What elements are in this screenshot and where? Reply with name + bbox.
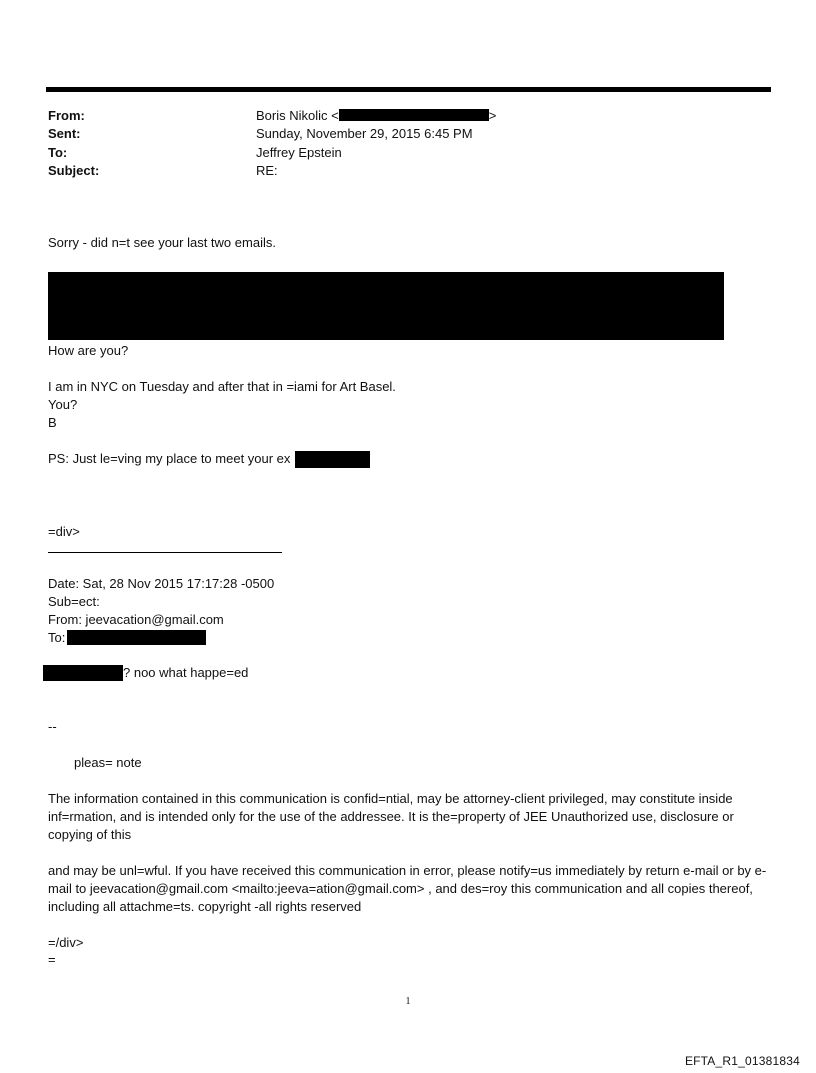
redaction-box [67, 630, 206, 645]
body-line: I am in NYC on Tuesday and after that in =iami for Art Basel. [48, 379, 396, 394]
signature-dashes: -- [48, 719, 57, 734]
redaction-box [339, 109, 489, 121]
to-value: Jeffrey Epstein [256, 145, 342, 160]
page-number: 1 [405, 996, 411, 1007]
body-line: = [48, 952, 56, 967]
redaction-box [48, 272, 724, 340]
quoted-subject: Sub=ect: [48, 594, 100, 609]
from-value [256, 107, 496, 125]
document-id: EFTA_R1_01381834 [684, 1054, 800, 1068]
quote-separator [48, 552, 282, 553]
from-close: > [488, 108, 497, 123]
quoted-message: ? noo what happe=ed [123, 665, 249, 680]
body-line: =/div> [48, 935, 84, 950]
sent-value: Sunday, November 29, 2015 6:45 PM [256, 126, 473, 141]
quoted-to: To: [48, 630, 66, 645]
notice-heading: pleas= note [74, 755, 142, 770]
unlawful-paragraph: and may be unl=wful. If you have received this communication in error, please notify=us immediately by return e-mail or by e-mail to jeevacation@gmail.com <mailto:jeeva=ation@gmail.com> , and des=roy this communication and all copies thereof, including all attachme=ts. copyright -all rights reserved [48, 863, 767, 914]
subject-value: RE: [256, 163, 278, 178]
body-line: =div> [48, 524, 80, 539]
to-label: To: [48, 145, 68, 160]
body-line: How are you? [48, 343, 129, 358]
body-line: You? [48, 397, 78, 412]
redaction-box [43, 665, 123, 681]
confidentiality-paragraph: The information contained in this communication is confid=ntial, may be attorney-client privileged, may constitute inside inf=rmation, and is intended only for the use of the addressee. It is the=property of JEE Unauthorized use, disclosure or copying of this [48, 791, 734, 842]
quoted-from: From: jeevacation@gmail.com [48, 612, 224, 627]
header-rule [46, 87, 771, 92]
body-line: PS: Just le=ving my place to meet your ex [48, 451, 291, 466]
subject-label: Subject: [48, 163, 100, 178]
quoted-date: Date: Sat, 28 Nov 2015 17:17:28 -0500 [48, 576, 275, 591]
redaction-box [295, 451, 370, 468]
body-line: Sorry - did n=t see your last two emails. [48, 235, 276, 250]
sent-label: Sent: [48, 126, 81, 141]
from-name: Boris Nikolic < [256, 108, 339, 123]
from-label: From: [48, 108, 85, 123]
body-line: B [48, 415, 57, 430]
